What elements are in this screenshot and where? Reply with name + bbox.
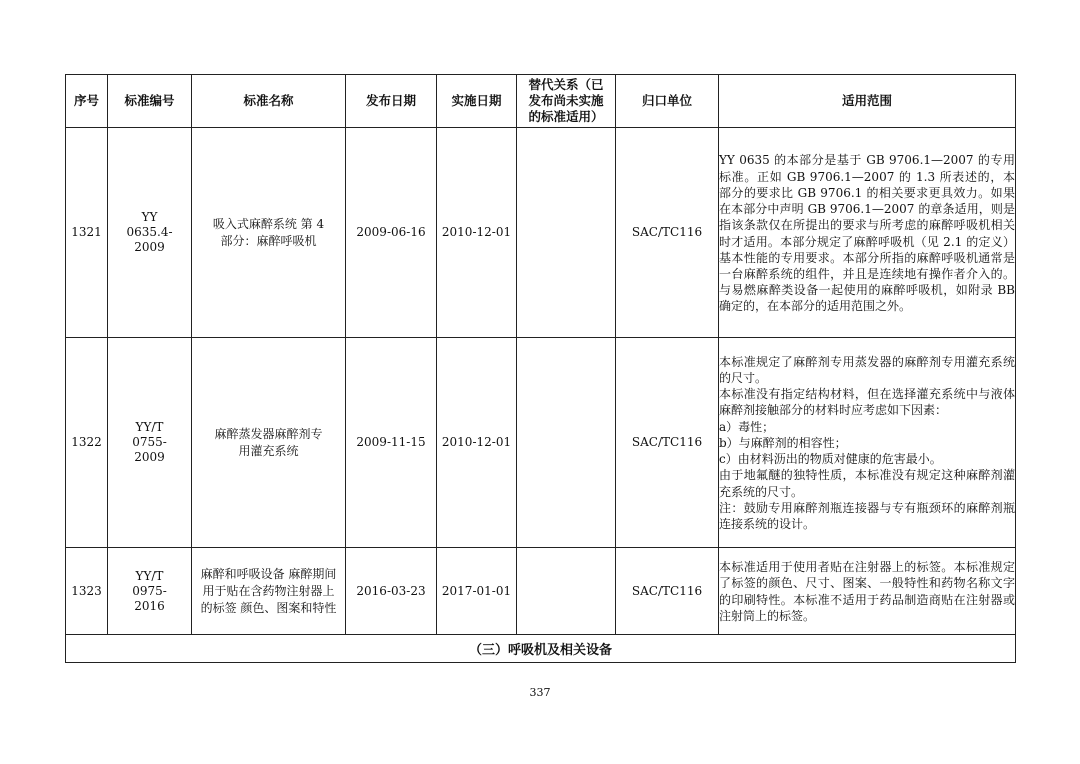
section-row <box>66 635 1016 663</box>
cell-code: YY 0635.4-2009 <box>108 128 192 338</box>
cell-unit: SAC/TC116 <box>616 338 719 548</box>
cell-impl-date: 2017-01-01 <box>437 548 517 635</box>
section-title: （三）呼吸机及相关设备 <box>66 635 1016 663</box>
cell-code: YY/T 0975-2016 <box>108 548 192 635</box>
cell-publish-date: 2009-06-16 <box>346 128 437 338</box>
header-code: 标准编号 <box>108 75 192 128</box>
scope-paragraph: b）与麻醉剂的相容性； <box>719 435 847 450</box>
standards-table <box>65 74 1016 663</box>
scope-paragraph: a）毒性； <box>719 419 775 434</box>
cell-replace <box>517 548 616 635</box>
cell-unit: SAC/TC116 <box>616 548 719 635</box>
header-scope: 适用范围 <box>719 75 1016 128</box>
cell-scope <box>719 128 1016 338</box>
cell-publish-date: 2016-03-23 <box>346 548 437 635</box>
cell-seq: 1322 <box>66 338 108 548</box>
scope-paragraph: YY 0635 的本部分是基于 GB 9706.1—2007 的专用标准。正如 GB 9706.1—2007 的 1.3 所表述的，本部分的要求比 GB 9706.1 的相关要求更具效力。如果在本部分中声明 GB 9706.1—2007 的章条适用，则是指该条款仅在所提出的要求与所考虑的麻醉呼吸机相关时才适用。本部分规定了麻醉呼吸机（见 2.1 的定义）基本性能的专用要求。本部分所指的麻醉呼吸机通常是一台麻醉系统的组件，并且是连续地有操作者介入的。与易燃麻醉类设备一起使用的麻醉呼吸机，如附录 BB 确定的，在本部分的适用范围之外。 <box>719 153 1015 314</box>
scope-paragraph: 本标准适用于使用者贴在注射器上的标签。本标准规定了标签的颜色、尺寸、图案、一般特性和药物名称文字的印刷特性。本标准不适用于药品制造商贴在注射器或注射筒上的标签。 <box>719 560 1015 623</box>
header-publish-date: 发布日期 <box>346 75 437 128</box>
cell-unit: SAC/TC116 <box>616 128 719 338</box>
header-impl-date: 实施日期 <box>437 75 517 128</box>
cell-name: 吸入式麻醉系统 第 4 部分：麻醉呼吸机 <box>192 128 346 338</box>
cell-seq: 1321 <box>66 128 108 338</box>
scope-paragraph: 由于地氟醚的独特性质，本标准没有规定这种麻醉剂灌充系统的尺寸。 <box>719 468 1015 499</box>
cell-impl-date: 2010-12-01 <box>437 338 517 548</box>
cell-seq: 1323 <box>66 548 108 635</box>
scope-paragraph: c）由材料沥出的物质对健康的危害最小。 <box>719 452 942 467</box>
scope-paragraph: 本标准没有指定结构材料，但在选择灌充系统中与液体麻醉剂接触部分的材料时应考虑如下因素： <box>719 387 1015 418</box>
cell-name: 麻醉蒸发器麻醉剂专用灌充系统 <box>192 338 346 548</box>
header-unit: 归口单位 <box>616 75 719 128</box>
scope-paragraph: 本标准规定了麻醉剂专用蒸发器的麻醉剂专用灌充系统的尺寸。 <box>719 354 1015 386</box>
header-replace: 替代关系（已发布尚未实施的标准适用） <box>517 75 616 128</box>
scope-paragraph: 注：鼓励专用麻醉剂瓶连接器与专有瓶颈环的麻醉剂瓶连接系统的设计。 <box>719 500 1015 531</box>
table-row <box>66 548 1016 635</box>
cell-name: 麻醉和呼吸设备 麻醉期间用于贴在含药物注射器上的标签 颜色、图案和特性 <box>192 548 346 635</box>
table-row <box>66 128 1016 338</box>
cell-scope <box>719 338 1016 548</box>
cell-scope <box>719 548 1016 635</box>
cell-code: YY/T 0755-2009 <box>108 338 192 548</box>
cell-replace <box>517 338 616 548</box>
table-row <box>66 338 1016 548</box>
header-row <box>66 75 1016 128</box>
cell-impl-date: 2010-12-01 <box>437 128 517 338</box>
header-name: 标准名称 <box>192 75 346 128</box>
cell-replace <box>517 128 616 338</box>
page-number: 337 <box>529 686 551 699</box>
header-seq: 序号 <box>66 75 108 128</box>
cell-publish-date: 2009-11-15 <box>346 338 437 548</box>
